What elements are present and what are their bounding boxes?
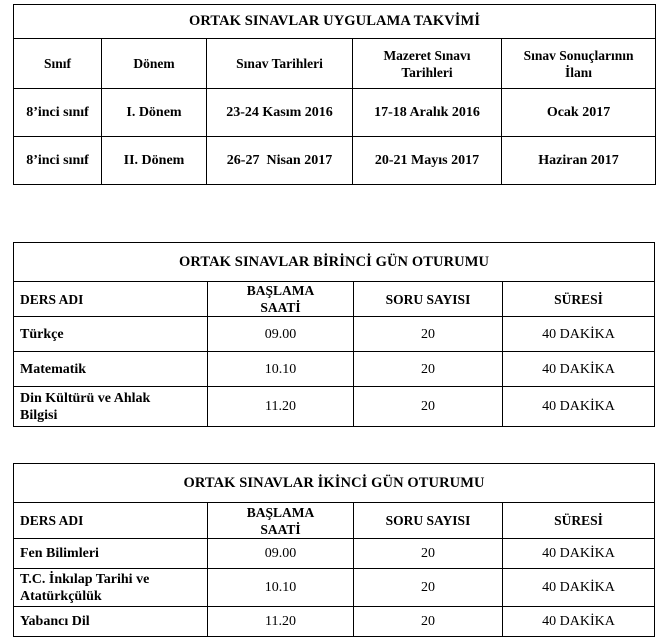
cell-start-time: 09.00 xyxy=(208,539,354,569)
cell-course-line2: Bilgisi xyxy=(20,407,58,423)
header-makeup-dates xyxy=(353,39,502,89)
cell-makeup-dates: 20-21 Mayıs 2017 xyxy=(353,137,502,185)
cell-course: Yabancı Dil xyxy=(14,607,208,637)
table-row xyxy=(14,317,655,352)
cell-results: Haziran 2017 xyxy=(502,137,656,185)
day2-title: ORTAK SINAVLAR İKİNCİ GÜN OTURUMU xyxy=(14,464,655,503)
cell-course xyxy=(14,387,208,427)
header-course: DERS ADI xyxy=(14,282,208,317)
cell-duration: 40 DAKİKA xyxy=(503,607,655,637)
header-duration: SÜRESİ xyxy=(503,282,655,317)
header-makeup-line1: Mazeret Sınavı xyxy=(383,47,471,63)
cell-start-time: 09.00 xyxy=(208,317,354,352)
cell-question-count: 20 xyxy=(354,569,503,607)
header-exam-dates: Sınav Tarihleri xyxy=(207,39,353,89)
cell-course: Türkçe xyxy=(14,317,208,352)
cell-course xyxy=(14,569,208,607)
header-start-line1: BAŞLAMA xyxy=(246,504,315,520)
cell-exam-dates: 23-24 Kasım 2016 xyxy=(207,89,353,137)
cell-makeup-dates: 17-18 Aralık 2016 xyxy=(353,89,502,137)
cell-question-count: 20 xyxy=(354,317,503,352)
day2-session-table xyxy=(13,463,655,637)
header-grade: Sınıf xyxy=(14,39,102,89)
header-start-line2: SAATİ xyxy=(260,300,301,315)
cell-question-count: 20 xyxy=(354,387,503,427)
cell-grade: 8’inci sınıf xyxy=(14,137,102,185)
cell-course: Matematik xyxy=(14,352,208,387)
cell-grade: 8’inci sınıf xyxy=(14,89,102,137)
cell-term: I. Dönem xyxy=(102,89,207,137)
table-row xyxy=(14,607,655,637)
cell-question-count: 20 xyxy=(354,539,503,569)
header-results xyxy=(502,39,656,89)
cell-course: Fen Bilimleri xyxy=(14,539,208,569)
header-results-line1: Sınav Sonuçlarının xyxy=(523,47,634,63)
table-row xyxy=(14,569,655,607)
table-row xyxy=(14,137,656,185)
cell-start-time: 11.20 xyxy=(208,387,354,427)
table-row xyxy=(14,387,655,427)
cell-start-time: 11.20 xyxy=(208,607,354,637)
cell-term: II. Dönem xyxy=(102,137,207,185)
day1-title: ORTAK SINAVLAR BİRİNCİ GÜN OTURUMU xyxy=(14,243,655,282)
table-row xyxy=(14,352,655,387)
cell-start-time: 10.10 xyxy=(208,569,354,607)
day1-session-table xyxy=(13,242,655,427)
header-start-time xyxy=(208,282,354,317)
header-course: DERS ADI xyxy=(14,503,208,539)
table-row xyxy=(14,539,655,569)
header-question-count: SORU SAYISI xyxy=(354,503,503,539)
cell-question-count: 20 xyxy=(354,352,503,387)
header-start-time xyxy=(208,503,354,539)
cell-course-line2: Atatürkçülük xyxy=(20,588,102,604)
exam-calendar-table xyxy=(13,4,656,185)
cell-duration: 40 DAKİKA xyxy=(503,569,655,607)
header-question-count: SORU SAYISI xyxy=(354,282,503,317)
table-row xyxy=(14,89,656,137)
cell-duration: 40 DAKİKA xyxy=(503,387,655,427)
cell-question-count: 20 xyxy=(354,607,503,637)
header-start-line1: BAŞLAMA xyxy=(246,283,315,298)
header-results-line2: İlanı xyxy=(565,64,593,80)
cell-exam-dates: 26-27 Nisan 2017 xyxy=(207,137,353,185)
cell-start-time: 10.10 xyxy=(208,352,354,387)
cell-duration: 40 DAKİKA xyxy=(503,539,655,569)
cell-duration: 40 DAKİKA xyxy=(503,352,655,387)
cell-course-line1: Din Kültürü ve Ahlak xyxy=(20,390,151,406)
header-start-line2: SAATİ xyxy=(260,521,301,537)
calendar-title: ORTAK SINAVLAR UYGULAMA TAKVİMİ xyxy=(14,5,656,39)
header-duration: SÜRESİ xyxy=(503,503,655,539)
header-makeup-line2: Tarihleri xyxy=(401,64,453,80)
cell-duration: 40 DAKİKA xyxy=(503,317,655,352)
cell-results: Ocak 2017 xyxy=(502,89,656,137)
header-term: Dönem xyxy=(102,39,207,89)
cell-course-line1: T.C. İnkılap Tarihi ve xyxy=(20,571,150,587)
